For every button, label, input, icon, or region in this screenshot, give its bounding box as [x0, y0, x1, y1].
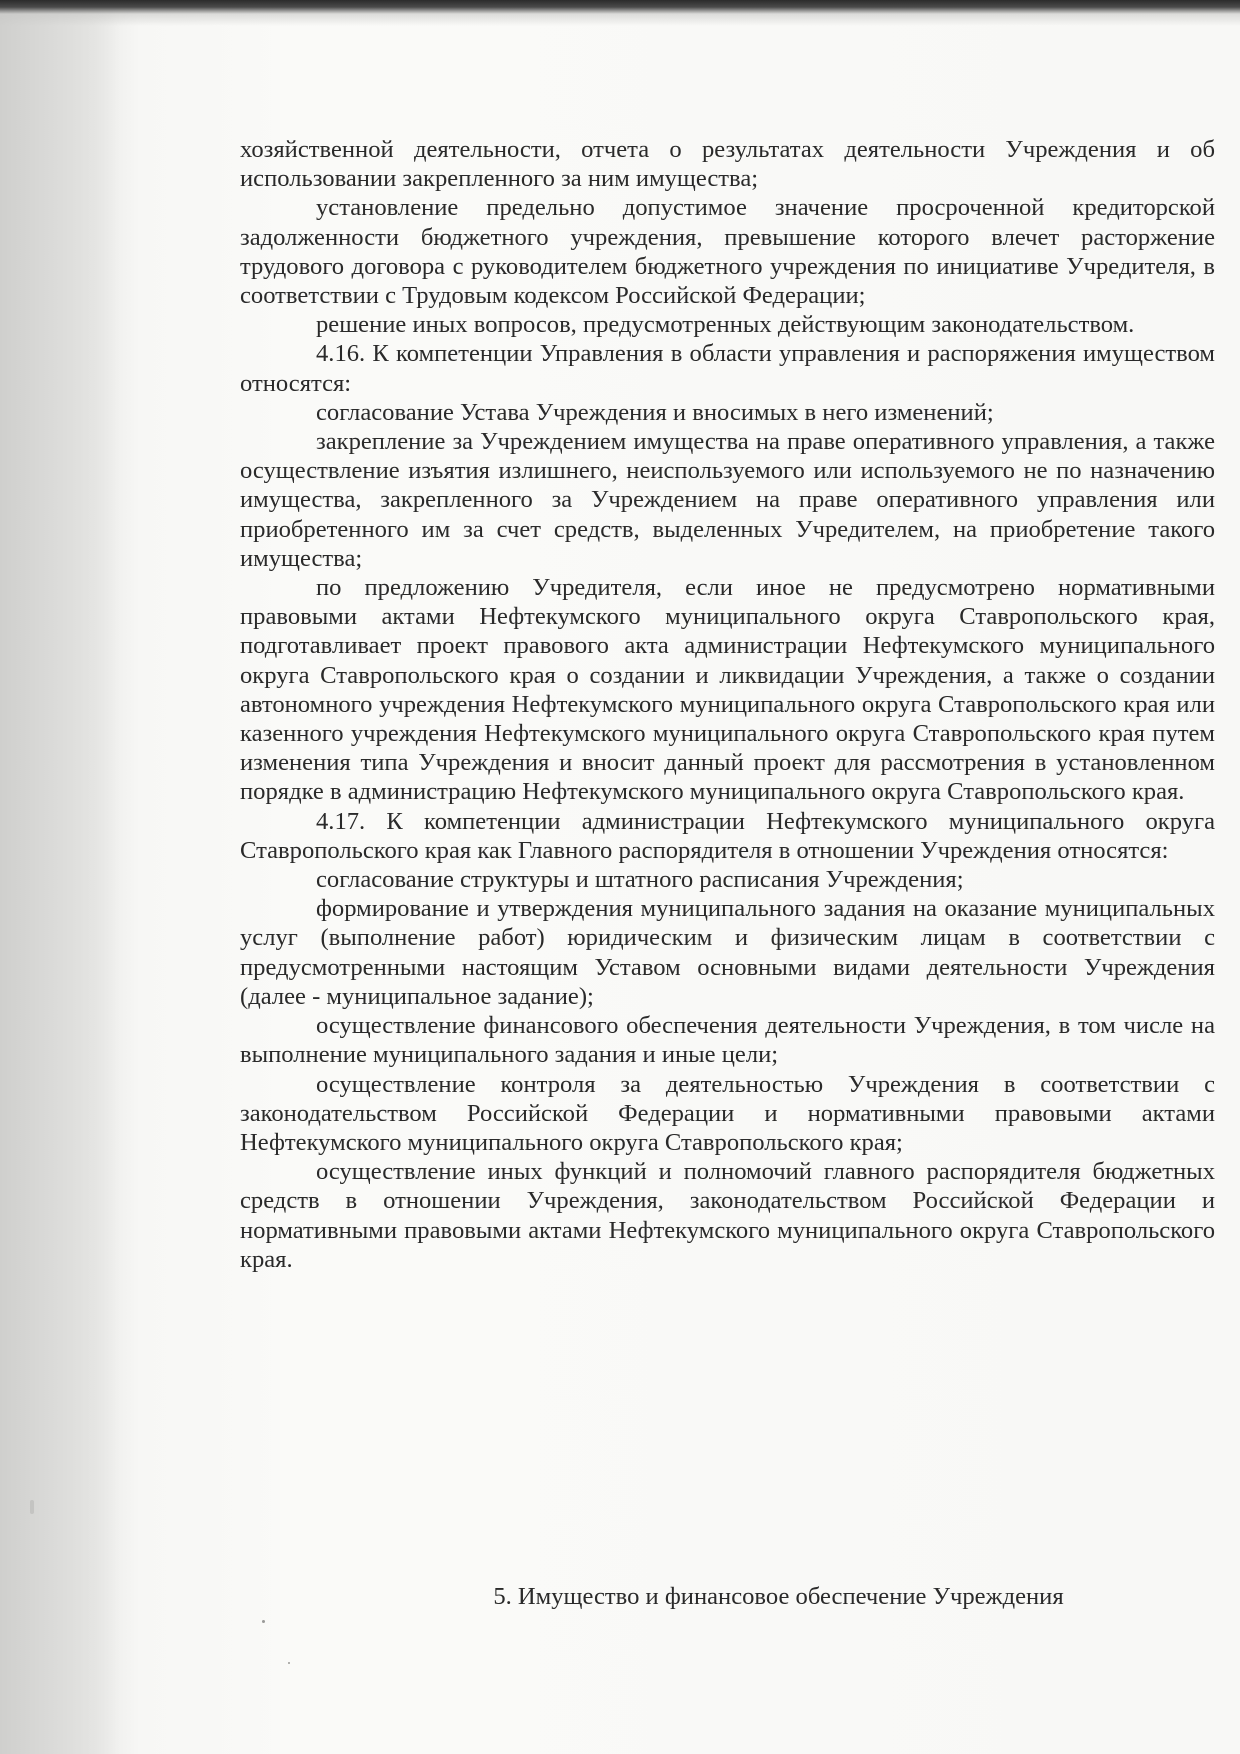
paragraph-13: осуществление иных функций и полномочий главного распорядителя бюджетных средств в отношении Учреждения, законодательством Российской Федерации и нормативными правовыми актами Нефтекумского муниципального округа Ставропольского края.: [240, 1158, 1215, 1273]
paragraph-10: формирование и утверждения муниципального задания на оказание муниципальных услуг (выполнение работ) юридическим и физическим лицам в соответствии с предусмотренными настоящим Уставом основными видами деятельности Учреждения (далее - муниципальное задание);: [240, 895, 1215, 1010]
paragraph-4-17: 4.17. К компетенции администрации Нефтекумского муниципального округа Ставропольского края как Главного распорядителя в отношении Учреждения относятся:: [240, 807, 1215, 864]
paragraph-12: осуществление контроля за деятельностью Учреждения в соответствии с законодательством Российской Федерации и нормативными правовыми актами Нефтекумского муниципального округа Ставропольского края;: [240, 1070, 1215, 1156]
document-body: [240, 135, 1215, 1274]
paragraph-3: решение иных вопросов, предусмотренных действующим законодательством.: [316, 311, 1135, 339]
scan-speck: [288, 1662, 290, 1664]
paragraph-4-16: 4.16. К компетенции Управления в области управления и распоряжения имуществом относятся:: [240, 340, 1215, 397]
paragraph-2: установление предельно допустимое значение просроченной кредиторской задолженности бюджетного учреждения, превышение которого влечет расторжение трудового договора с руководителем бюджетного учреждения по инициативе Учредителя, в соответствии с Трудовым кодексом Российской Федерации;: [240, 194, 1215, 310]
paragraph-7: по предложению Учредителя, если иное не предусмотрено нормативными правовыми актами Нефтекумского муниципального округа Ставропольского края, подготавливает проект правового акта администрации Нефтекумского муниципального округа Ставропольского края о создании и ликвидации Учреждения, а также о создании автономного учреждения Нефтекумского муниципального округа Ставропольского края или казенного учреждения Нефтекумского муниципального округа Ставропольского края путем изменения типа Учреждения и вносит данный проект для рассмотрения в установленном порядке в администрацию Нефтекумского муниципального округа Ставропольского края.: [240, 574, 1215, 806]
scan-shadow-edge: [0, 0, 120, 1754]
paragraph-1: хозяйственной деятельности, отчета о результатах деятельности Учреждения и об использовании закрепленного за ним имущества;: [240, 136, 1215, 193]
scan-top-border: [0, 0, 1240, 26]
paragraph-6: закрепление за Учреждением имущества на праве оперативного управления, а также осуществление изъятия излишнего, неиспользуемого или используемого не по назначению имущества, закрепленного за Учреждением на праве оперативного управления или приобретенного им за счет средств, выделенных Учредителем, на приобретение такого имущества;: [240, 428, 1215, 572]
paragraph-5: согласование Устава Учреждения и вносимых в него изменений;: [316, 398, 994, 426]
paragraph-11: осуществление финансового обеспечения деятельности Учреждения, в том числе на выполнение муниципального задания и иные цели;: [240, 1012, 1215, 1069]
section-heading: 5. Имущество и финансовое обеспечение Учреждения: [493, 1583, 1064, 1610]
paragraph-9: согласование структуры и штатного расписания Учреждения;: [316, 866, 964, 894]
scan-speck: [262, 1620, 265, 1623]
scan-speck: [30, 1500, 34, 1514]
